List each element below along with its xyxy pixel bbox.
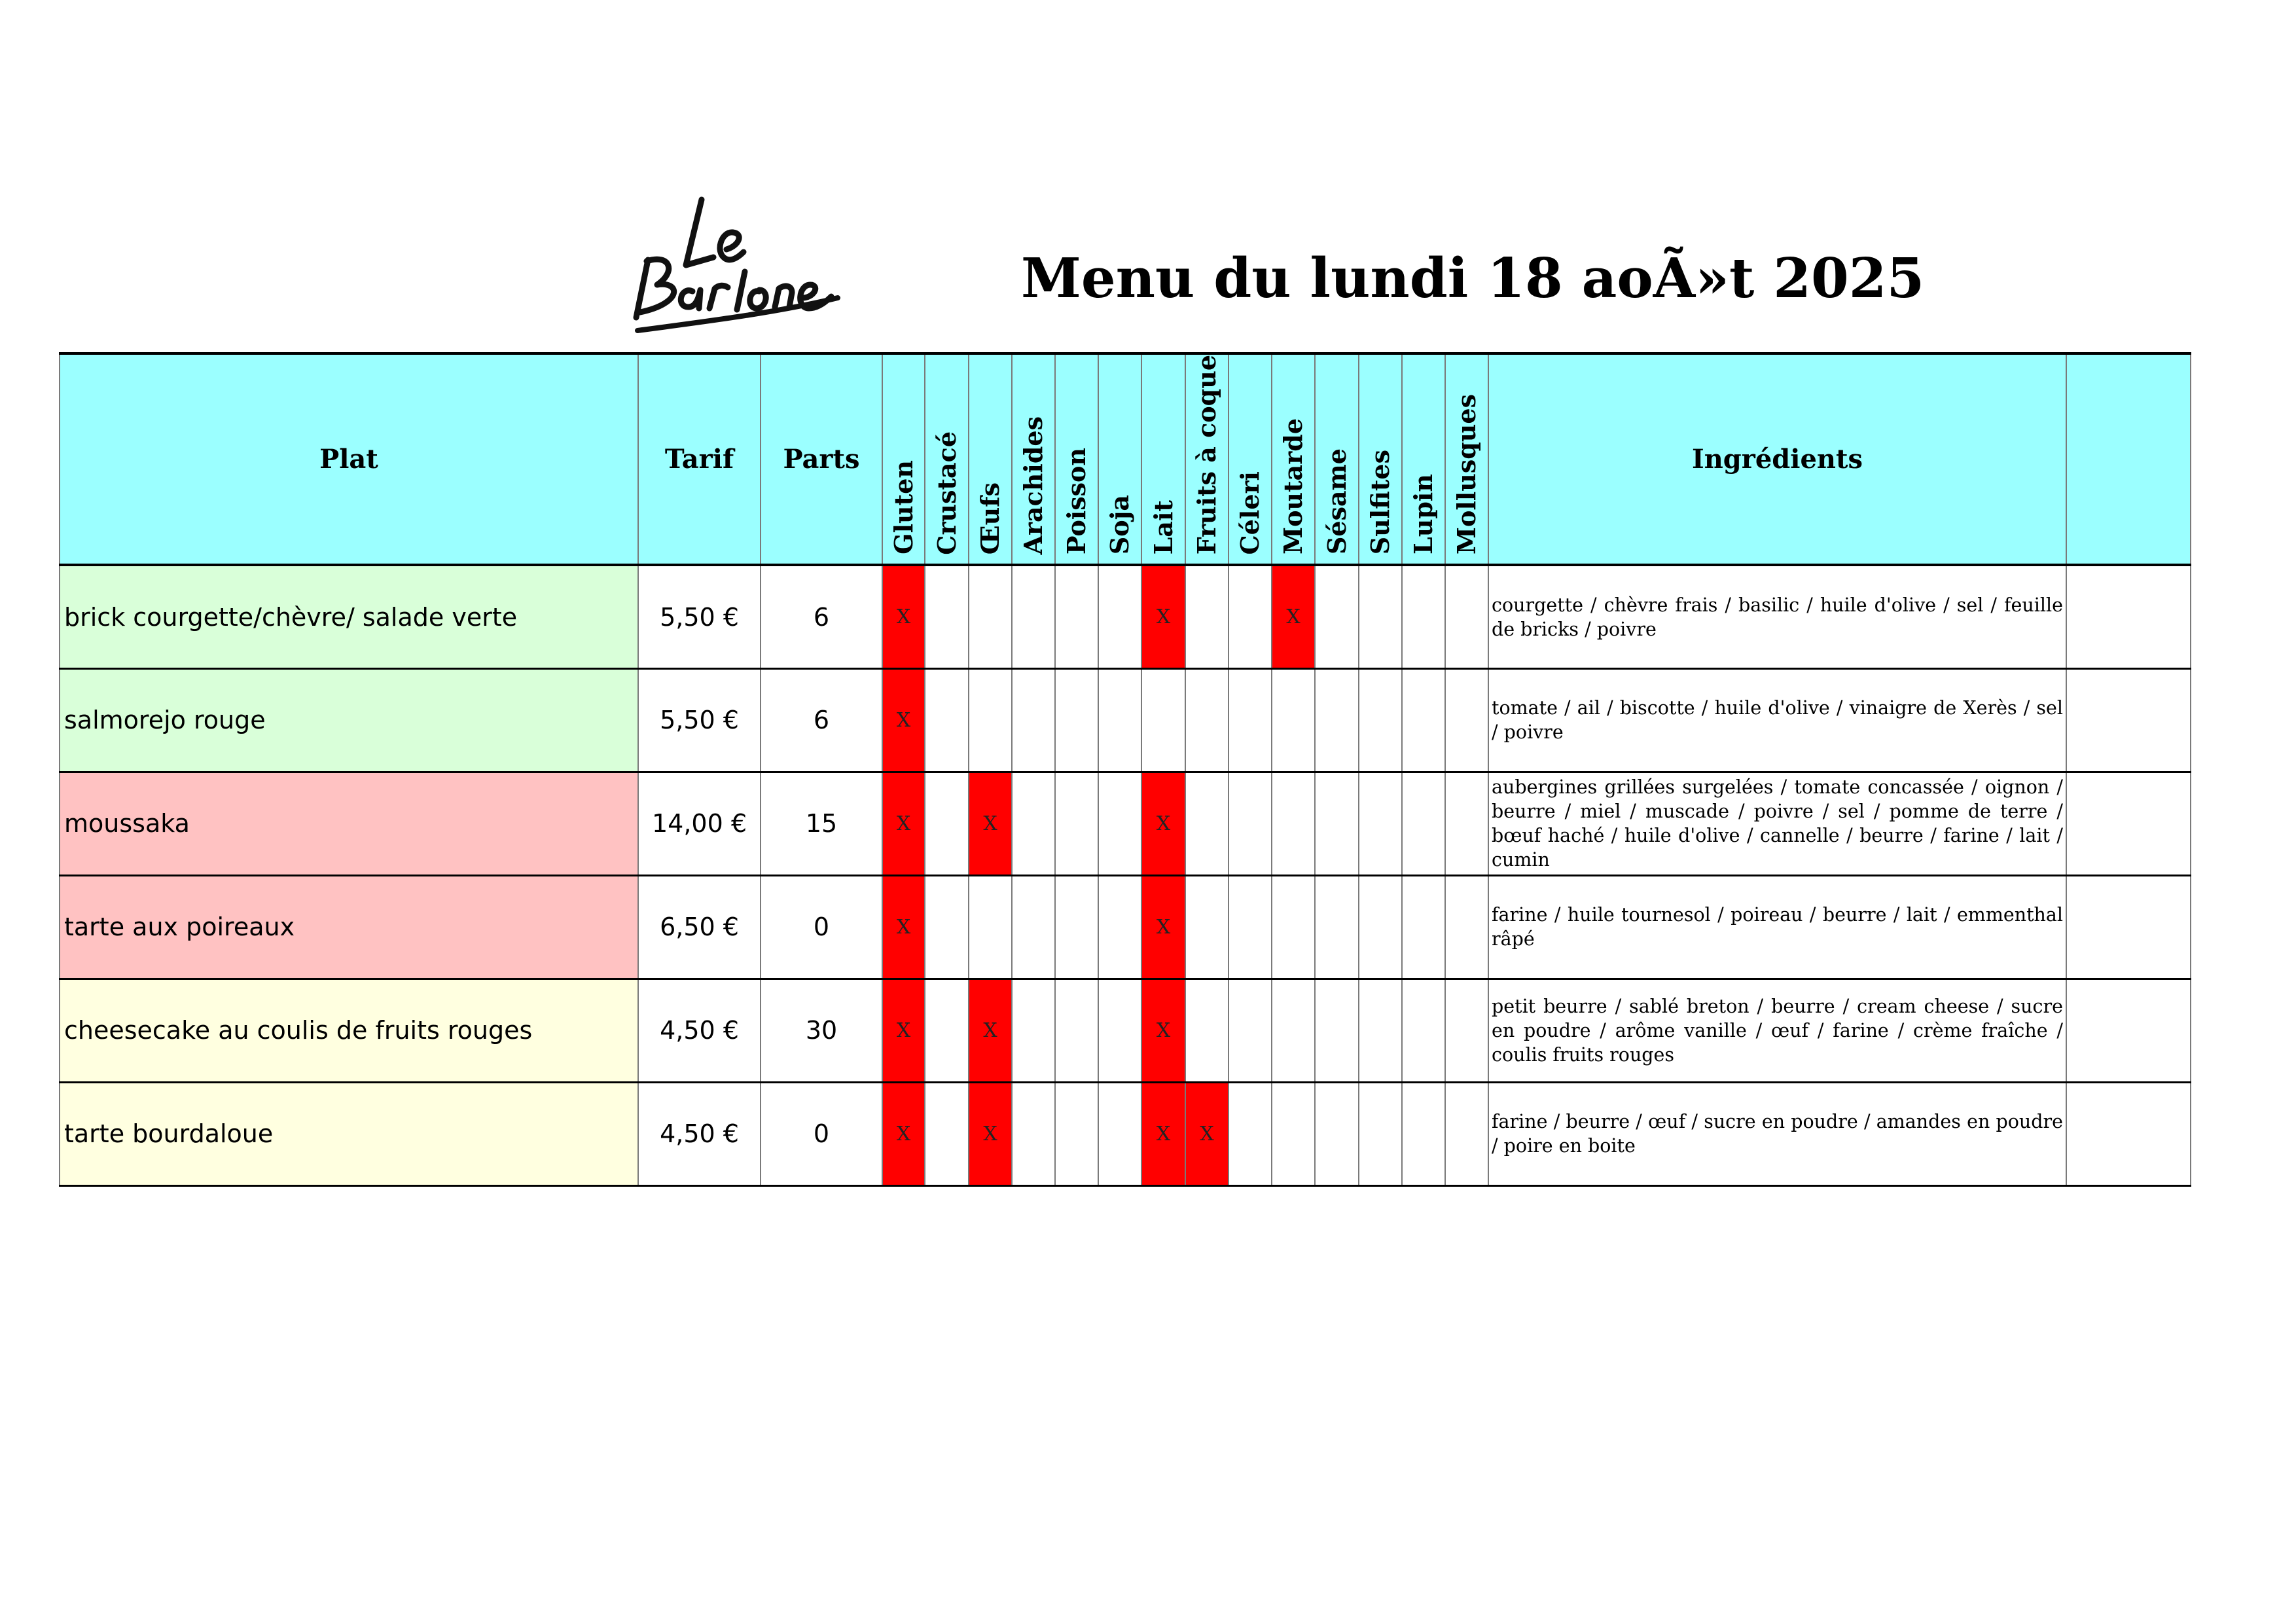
dish-price: 4,50 € xyxy=(638,1082,761,1185)
allergen-cell xyxy=(925,772,969,875)
dish-ingredients: farine / huile tournesol / poireau / beurre / lait / emmenthal râpé xyxy=(1488,875,2066,979)
allergen-cell: X xyxy=(882,772,925,875)
allergen-cell xyxy=(1359,565,1402,668)
dish-ingredients: aubergines grillées surgelées / tomate concassée / oignon / beurre / miel / muscade / poivre / sel / pomme de terre / bœuf haché / huile d'olive / cannelle / beurre / farine / lait / cumin xyxy=(1488,772,2066,875)
allergen-cell xyxy=(1402,772,1445,875)
allergen-cell xyxy=(1229,979,1272,1082)
allergen-cell xyxy=(1055,979,1098,1082)
dish-name: cheesecake au coulis de fruits rouges xyxy=(60,979,638,1082)
column-header-celeri: Céleri xyxy=(1229,353,1272,565)
dish-price: 6,50 € xyxy=(638,875,761,979)
table-row xyxy=(60,875,2191,979)
allergen-cell xyxy=(969,875,1012,979)
dish-portions: 0 xyxy=(761,1082,882,1185)
allergen-cell xyxy=(1272,979,1315,1082)
allergen-cell xyxy=(925,875,969,979)
allergen-cell xyxy=(1185,668,1229,772)
allergen-cell: X xyxy=(882,565,925,668)
column-header-fruits-a-coque: Fruits à coque xyxy=(1185,353,1229,565)
allergen-cell xyxy=(1055,772,1098,875)
column-header-arachides: Arachides xyxy=(1012,353,1055,565)
allergen-cell xyxy=(1402,668,1445,772)
allergen-cell xyxy=(1012,979,1055,1082)
dish-portions: 0 xyxy=(761,875,882,979)
extra-cell xyxy=(2066,875,2191,979)
column-header-gluten: Gluten xyxy=(882,353,925,565)
allergen-cell xyxy=(1359,668,1402,772)
allergen-cell: X xyxy=(882,668,925,772)
allergen-cell xyxy=(1445,979,1488,1082)
allergen-cell xyxy=(1185,565,1229,668)
extra-cell xyxy=(2066,772,2191,875)
allergen-cell xyxy=(1012,1082,1055,1185)
column-header-extra xyxy=(2066,353,2191,565)
column-header-ingredients: Ingrédients xyxy=(1488,353,2066,565)
dish-portions: 30 xyxy=(761,979,882,1082)
column-header-soja: Soja xyxy=(1098,353,1141,565)
allergen-cell xyxy=(1315,875,1359,979)
allergen-cell xyxy=(1012,565,1055,668)
table-row xyxy=(60,565,2191,668)
allergen-cell xyxy=(1272,875,1315,979)
column-header-tarif: Tarif xyxy=(638,353,761,565)
allergen-cell xyxy=(1359,875,1402,979)
allergen-cell: X xyxy=(1141,979,1185,1082)
extra-cell xyxy=(2066,1082,2191,1185)
allergen-cell xyxy=(1359,772,1402,875)
allergen-cell xyxy=(1012,668,1055,772)
allergen-cell xyxy=(1359,979,1402,1082)
table-header-row xyxy=(60,353,2191,565)
dish-price: 4,50 € xyxy=(638,979,761,1082)
allergen-cell xyxy=(969,668,1012,772)
allergen-cell xyxy=(1229,565,1272,668)
allergen-cell xyxy=(1229,875,1272,979)
allergen-cell xyxy=(1272,668,1315,772)
allergen-cell xyxy=(1315,1082,1359,1185)
dish-price: 5,50 € xyxy=(638,668,761,772)
allergen-cell: X xyxy=(1272,565,1315,668)
dish-name: moussaka xyxy=(60,772,638,875)
column-header-sesame: Sésame xyxy=(1315,353,1359,565)
dish-portions: 6 xyxy=(761,668,882,772)
table-row xyxy=(60,1082,2191,1185)
allergen-cell xyxy=(1445,875,1488,979)
allergen-cell: X xyxy=(1141,565,1185,668)
extra-cell xyxy=(2066,565,2191,668)
allergen-cell xyxy=(925,979,969,1082)
allergen-cell: X xyxy=(882,875,925,979)
allergen-cell xyxy=(1359,1082,1402,1185)
column-header-crustace: Crustacé xyxy=(925,353,969,565)
allergen-cell xyxy=(1055,565,1098,668)
column-header-lait: Lait xyxy=(1141,353,1185,565)
allergen-cell xyxy=(1055,1082,1098,1185)
allergen-cell xyxy=(1098,565,1141,668)
allergen-cell: X xyxy=(1141,1082,1185,1185)
allergen-cell xyxy=(925,1082,969,1185)
allergen-cell xyxy=(1402,1082,1445,1185)
allergen-cell xyxy=(1098,1082,1141,1185)
allergen-cell xyxy=(1185,772,1229,875)
allergen-cell xyxy=(1012,875,1055,979)
allergen-cell xyxy=(925,565,969,668)
allergen-cell xyxy=(1445,565,1488,668)
extra-cell xyxy=(2066,668,2191,772)
allergen-cell xyxy=(1185,875,1229,979)
le-barlone-logo xyxy=(628,193,851,340)
allergen-cell: X xyxy=(969,772,1012,875)
dish-portions: 15 xyxy=(761,772,882,875)
allergen-cell xyxy=(1055,668,1098,772)
column-header-sulfites: Sulfites xyxy=(1359,353,1402,565)
allergen-cell xyxy=(925,668,969,772)
allergen-cell xyxy=(1315,979,1359,1082)
column-header-moutarde: Moutarde xyxy=(1272,353,1315,565)
allergen-cell xyxy=(1012,772,1055,875)
allergen-cell xyxy=(1141,668,1185,772)
column-header-poisson: Poisson xyxy=(1055,353,1098,565)
allergen-cell: X xyxy=(969,1082,1012,1185)
column-header-oeufs: Œufs xyxy=(969,353,1012,565)
allergen-cell: X xyxy=(1141,875,1185,979)
dish-portions: 6 xyxy=(761,565,882,668)
allergen-cell xyxy=(1229,668,1272,772)
column-header-lupin: Lupin xyxy=(1402,353,1445,565)
dish-ingredients: tomate / ail / biscotte / huile d'olive / vinaigre de Xerès / sel / poivre xyxy=(1488,668,2066,772)
dish-price: 14,00 € xyxy=(638,772,761,875)
dish-name: tarte aux poireaux xyxy=(60,875,638,979)
column-header-plat: Plat xyxy=(60,353,638,565)
column-header-parts: Parts xyxy=(761,353,882,565)
allergen-cell: X xyxy=(882,1082,925,1185)
extra-cell xyxy=(2066,979,2191,1082)
allergen-cell xyxy=(1315,565,1359,668)
column-header-mollusques: Mollusques xyxy=(1445,353,1488,565)
allergen-cell xyxy=(1055,875,1098,979)
allergen-cell xyxy=(1402,875,1445,979)
allergen-cell: X xyxy=(969,979,1012,1082)
table-row xyxy=(60,979,2191,1082)
allergen-cell xyxy=(1315,772,1359,875)
allergen-cell xyxy=(1098,668,1141,772)
allergen-cell xyxy=(1185,979,1229,1082)
menu-table xyxy=(59,352,2191,1187)
allergen-cell xyxy=(1445,1082,1488,1185)
table-row xyxy=(60,772,2191,875)
allergen-cell xyxy=(1098,772,1141,875)
allergen-cell xyxy=(1402,979,1445,1082)
allergen-cell xyxy=(1272,772,1315,875)
table-row xyxy=(60,668,2191,772)
allergen-cell xyxy=(1272,1082,1315,1185)
page-title: Menu du lundi 18 aoÃ»t 2025 xyxy=(1021,246,1925,310)
allergen-cell: X xyxy=(1141,772,1185,875)
dish-name: salmorejo rouge xyxy=(60,668,638,772)
allergen-cell: X xyxy=(1185,1082,1229,1185)
allergen-cell xyxy=(1098,875,1141,979)
dish-name: tarte bourdaloue xyxy=(60,1082,638,1185)
allergen-cell xyxy=(1098,979,1141,1082)
allergen-cell xyxy=(1402,565,1445,668)
dish-ingredients: courgette / chèvre frais / basilic / huile d'olive / sel / feuille de bricks / poivre xyxy=(1488,565,2066,668)
allergen-cell xyxy=(1229,1082,1272,1185)
dish-price: 5,50 € xyxy=(638,565,761,668)
allergen-cell xyxy=(1229,772,1272,875)
allergen-cell xyxy=(969,565,1012,668)
allergen-cell xyxy=(1445,668,1488,772)
allergen-cell xyxy=(1445,772,1488,875)
dish-ingredients: farine / beurre / œuf / sucre en poudre / amandes en poudre / poire en boite xyxy=(1488,1082,2066,1185)
dish-ingredients: petit beurre / sablé breton / beurre / cream cheese / sucre en poudre / arôme vanille / œuf / farine / crème fraîche / coulis fruits rouges xyxy=(1488,979,2066,1082)
dish-name: brick courgette/chèvre/ salade verte xyxy=(60,565,638,668)
allergen-cell: X xyxy=(882,979,925,1082)
allergen-cell xyxy=(1315,668,1359,772)
